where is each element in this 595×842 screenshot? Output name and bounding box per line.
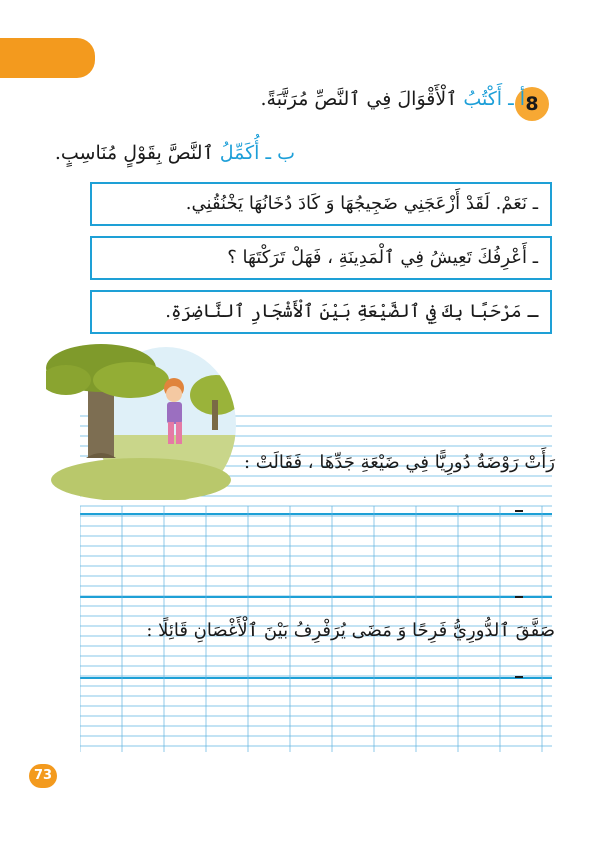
instruction-b	[55, 142, 295, 164]
exercise-number-badge: 8	[515, 87, 549, 121]
answer-dash-1	[515, 510, 523, 512]
instruction-a	[260, 88, 525, 110]
instruction-a-label: أ ـ أَكْتُبُ	[463, 88, 525, 110]
writing-prompt-2: صَفَّقَ ٱلدُّورِيُّ فَرِحًا وَ مَضَى يُرَفْرِفُ بَيْنَ ٱلْأَغْصَانِ قَائِلًا :	[146, 620, 555, 641]
writing-prompt-1: رَأَتْ رَوْضَةُ دُورِيًّا فِي ضَيْعَةِ جَدِّهَا ، فَقَالَتْ :	[243, 452, 555, 473]
instruction-b-label: ب ـ أُكَمِّلُ	[219, 142, 295, 164]
answer-dash-3	[515, 676, 523, 678]
quote-box-1: ـ نَعَمْ. لَقَدْ أَزْعَجَنِي ضَجِيجُهَا وَ كَادَ دُخَانُهَا يَخْنُقُنِي.	[90, 182, 552, 226]
instruction-a-text: ٱلْأَقْوَالَ فِي ٱلنَّصِّ مُرَتَّبَةً.	[260, 88, 458, 110]
quote-box-3: ـ مَرْحَبًا بِكَ فِي ٱلضَّيْعَةِ بَيْنَ ٱلْأَشْجَارِ ٱلنَّاضِرَةِ.	[90, 290, 552, 334]
page-number: 73	[29, 764, 57, 788]
girl-tree-illustration	[46, 340, 236, 500]
answer-dash-2	[515, 596, 523, 598]
instruction-b-text: ٱلنَّصَّ بِقَوْلٍ مُنَاسِبٍ.	[54, 142, 214, 164]
header-tab	[0, 38, 95, 78]
quote-box-2: ـ أَعْرِفُكَ تَعِيشُ فِي ٱلْمَدِينَةِ ، فَهَلْ تَرَكْتَهَا ؟	[90, 236, 552, 280]
